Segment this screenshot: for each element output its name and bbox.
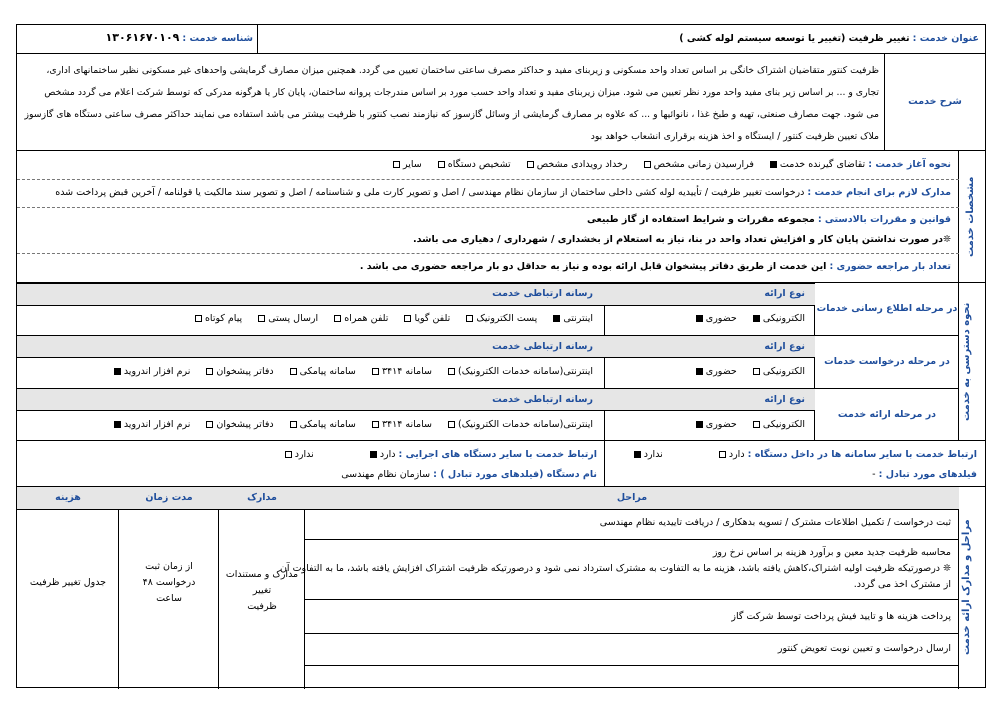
checkbox-icon[interactable] [404, 315, 411, 322]
visits-value: این خدمت از طریق دفاتر پیشخوان قابل ارائه بوده و نیاز به حداقل دو بار مراجعه حضوری می باشد . [359, 261, 827, 272]
steps-header: مراحل [616, 492, 648, 503]
option-label: سامانه پیامکی [299, 366, 356, 377]
option-label: اینترنتی(سامانه خدمات الکترونیک) [458, 366, 593, 377]
time-line: درخواست ۴۸ [142, 577, 196, 588]
option-label: ارسال پستی [268, 313, 319, 324]
time-value [119, 559, 219, 607]
start-option[interactable] [390, 159, 422, 170]
checkbox-icon[interactable] [195, 315, 202, 322]
channel-option[interactable] [255, 313, 318, 324]
option-label: تلفن گویا [414, 313, 451, 324]
time-line: از زمان ثبت [145, 561, 193, 572]
channel-option[interactable] [192, 313, 242, 324]
checkbox-icon[interactable] [466, 315, 473, 322]
step-text: محاسبه ظرفیت جدید معین و برآورد هزینه بر اساس نرخ روز [712, 547, 951, 558]
service-form [16, 24, 986, 688]
option-label: فرارسیدن زمانی مشخص [653, 159, 754, 170]
docs-line: مدارک و مستندات تغییر [225, 569, 299, 596]
option-label: نرم افزار اندروید [123, 419, 191, 430]
laws [587, 214, 951, 225]
type-option[interactable] [750, 366, 805, 377]
channel-header: رسانه ارتباطی خدمت [492, 341, 593, 352]
type-option[interactable] [693, 366, 737, 377]
option-label: حضوری [705, 366, 737, 377]
checkbox-icon[interactable] [334, 315, 341, 322]
checkbox-icon[interactable] [370, 451, 377, 458]
step-text: ❊ درصورتیکه ظرفیت اولیه اشتراک،کاهش یافته باشد، هزینه ما به التفاوت به مشترک استرداد نمی شود و درصورتیکه ظرفیت اشتراک افزایش یافته باشد، ما به التفاوت آن [279, 563, 951, 574]
channel-header: رسانه ارتباطی خدمت [492, 288, 593, 299]
checkbox-icon[interactable] [719, 451, 726, 458]
specs-section [17, 151, 985, 283]
required-docs [55, 187, 951, 198]
type-header: نوع ارائه [764, 394, 805, 405]
step-text: پرداخت هزینه ها و تایید فیش پرداخت توسط شرکت گاز [731, 611, 951, 622]
start-method-label: نحوه آغاز خدمت : [868, 159, 951, 170]
checkbox-icon[interactable] [634, 451, 641, 458]
step-text: از مشترک اخذ می گردد. [853, 579, 951, 590]
device-name [341, 469, 597, 480]
option-label: حضوری [705, 313, 737, 324]
description-line: ملاک تعیین ظرفیت کنتور / ایستگاه و اخذ هزینه برقراری انشعاب خواهد بود [590, 131, 879, 142]
option-label: سایر [402, 159, 422, 170]
option-label: دفاتر پیشخوان [216, 419, 274, 430]
description-line: ظرفیت کنتور متقاضیان اشتراک خانگی بر اساس تعداد واحد مسکونی و زیربنای مفید و حداکثر مصرف ساعتی ساختمان تعیین می گردد. همچنین میزان مصارف گرمایشی واحدهای غیر مسکونی نظیر ساختمانهای اداری، [46, 65, 879, 76]
access-stage-label: در مرحله اطلاع رسانی خدمات [816, 303, 958, 314]
service-id-value: ۱۳۰۶۱۶۷۰۱۰۹ [105, 31, 180, 44]
checkbox-icon[interactable] [206, 421, 213, 428]
channel-option[interactable] [445, 419, 593, 430]
checkbox-icon[interactable] [527, 161, 534, 168]
checkbox-icon[interactable] [448, 421, 455, 428]
option-label: پست الکترونیک [476, 313, 538, 324]
checkbox-icon[interactable] [553, 315, 560, 322]
channel-option[interactable] [111, 366, 191, 377]
step-text: ارسال درخواست و تعیین نوبت تعویض کنتور [777, 643, 951, 654]
option-label: سامانه ۳۴۱۴ [381, 419, 432, 430]
channel-option[interactable] [287, 366, 356, 377]
option-label: دارد [379, 449, 396, 460]
option-label: اینترنتی(سامانه خدمات الکترونیک) [458, 419, 593, 430]
access-section [17, 283, 985, 441]
service-title-value: تغییر ظرفیت (تغییر یا توسعه سیستم لوله کشی ) [679, 33, 910, 44]
service-title [279, 33, 979, 44]
channel-option[interactable] [331, 313, 388, 324]
service-id-label: شناسه خدمت : [182, 33, 253, 44]
option-label: سامانه پیامکی [299, 419, 356, 430]
docs-line: ظرفیت [247, 601, 277, 612]
start-method [380, 159, 951, 170]
checkbox-icon[interactable] [372, 368, 379, 375]
description-row [17, 54, 985, 151]
visits-label: تعداد بار مراجعه حضوری : [829, 261, 951, 272]
channel-option[interactable] [463, 313, 537, 324]
external-has-option[interactable] [367, 449, 396, 460]
channel-option[interactable] [550, 313, 593, 324]
type-options [683, 419, 805, 430]
checkbox-icon[interactable] [372, 421, 379, 428]
internal-none-option[interactable] [631, 449, 663, 460]
stages-section-label: مراحل و مدارک ارائه خدمت [961, 519, 972, 656]
service-title-label: عنوان خدمت : [912, 33, 979, 44]
checkbox-icon[interactable] [753, 368, 760, 375]
type-header: نوع ارائه [764, 341, 805, 352]
type-option[interactable] [750, 313, 805, 324]
channel-options [182, 313, 593, 324]
channel-header: رسانه ارتباطی خدمت [492, 394, 593, 405]
type-option[interactable] [693, 313, 737, 324]
device-name-value: سازمان نظام مهندسی [341, 469, 431, 480]
description-text [23, 60, 879, 148]
type-option[interactable] [750, 419, 805, 430]
checkbox-icon[interactable] [448, 368, 455, 375]
type-header: نوع ارائه [764, 288, 805, 299]
internal-has-option[interactable] [716, 449, 745, 460]
option-label: تقاضای گیرنده خدمت [779, 159, 866, 170]
laws-note: ❊در صورت نداشتن پایان کار و افزایش تعداد واحد در بنا، نیاز به استعلام از بخشداری / شهرداری / دهیاری می باشد. [413, 234, 951, 245]
channel-option[interactable] [203, 419, 273, 430]
header-row [17, 25, 985, 54]
visits [360, 261, 951, 272]
checkbox-icon[interactable] [114, 421, 121, 428]
option-label: اینترنتی [563, 313, 593, 324]
start-option[interactable] [641, 159, 754, 170]
time-header: مدت زمان [145, 492, 193, 503]
description-label: شرح خدمت [908, 96, 962, 107]
external-none-option[interactable] [282, 449, 314, 460]
docs-header: مدارک [247, 492, 277, 503]
channel-option[interactable] [369, 366, 432, 377]
checkbox-icon[interactable] [753, 315, 760, 322]
relations-section [17, 441, 985, 487]
checkbox-icon[interactable] [696, 315, 703, 322]
option-label: پیام کوتاه [204, 313, 243, 324]
option-label: تشخیص دستگاه [447, 159, 511, 170]
option-label: دارد [728, 449, 745, 460]
step-text: ثبت درخواست / تکمیل اطلاعات مشترک / تسویه بدهکاری / دریافت تاییدیه نظام مهندسی [599, 517, 951, 528]
checkbox-icon[interactable] [290, 368, 297, 375]
checkbox-icon[interactable] [753, 421, 760, 428]
option-label: ندارد [643, 449, 663, 460]
cost-value: جدول تغییر ظرفیت [29, 577, 107, 588]
time-line: ساعت [156, 593, 182, 604]
required-docs-label: مدارک لازم برای انجام خدمت : [807, 187, 951, 198]
option-label: تلفن همراه [344, 313, 389, 324]
channel-option[interactable] [445, 366, 593, 377]
description-line: می شود. جهت مصارف صنعتی، تهیه و طبخ غذا ، نانوائیها و ... که علاوه بر مصارف گرمایشی از وسائل گازسوز که نیازمند نصب کنتور با ظرفیت بیشتر می باشد استفاده می نمایند حداکثر مصرف ساعتی دستگاه های گازسوز [24, 109, 879, 120]
docs-value [219, 567, 305, 615]
access-section-label: نحوه دسترسی به خدمت [961, 302, 972, 421]
option-label: الکترونیکی [762, 419, 805, 430]
checkbox-icon[interactable] [696, 421, 703, 428]
checkbox-icon[interactable] [438, 161, 445, 168]
checkbox-icon[interactable] [290, 421, 297, 428]
option-label: رخداد رویدادی مشخص [536, 159, 628, 170]
option-label: حضوری [705, 419, 737, 430]
internal-relation-label: ارتباط خدمت با سایر سامانه ها در داخل دستگاه : [747, 449, 977, 460]
required-docs-value: درخواست تغییر ظرفیت / تأییدیه لوله کشی داخلی ساختمان از سازمان نظام مهندسی / اصل و تصویر کارت ملی و شناسنامه / اصل و تصویر سند مالکیت یا قولنامه / آخرین قبض پرداخت شده [55, 187, 805, 198]
laws-label: قوانین و مقررات بالادستی : [817, 214, 951, 225]
checkbox-icon[interactable] [770, 161, 777, 168]
start-option[interactable] [767, 159, 865, 170]
checkbox-icon[interactable] [258, 315, 265, 322]
channel-option[interactable] [401, 313, 450, 324]
channel-option[interactable] [203, 366, 273, 377]
service-id [23, 31, 253, 44]
option-label: دفاتر پیشخوان [216, 366, 274, 377]
type-option[interactable] [693, 419, 737, 430]
laws-value: مجموعه مقررات و شرایط استفاده از گاز طبیعی [586, 214, 815, 225]
device-name-label: نام دستگاه (فیلدهای مورد تبادل ) : [433, 469, 597, 480]
option-label: الکترونیکی [762, 366, 805, 377]
checkbox-icon[interactable] [393, 161, 400, 168]
start-option[interactable] [435, 159, 511, 170]
specs-section-label: مشخصات خدمت [965, 176, 976, 257]
option-label: سامانه ۳۴۱۴ [381, 366, 432, 377]
option-label: ندارد [294, 449, 314, 460]
description-line: تجاری و ... بر اساس زیر بنای مفید واحد مورد نظر تعیین می شود. میزان زیربنای مفید و تعداد واحد حسب مورد بر اساس مندرجات پروانه ساختمان، پایان کار یا هرگونه مدرکی که توسط شرکت اعلام می گردد مشخص [44, 87, 879, 98]
external-relation-label: ارتباط خدمت با سایر دستگاه های اجرایی : [398, 449, 597, 460]
option-label: نرم افزار اندروید [123, 366, 191, 377]
external-relation [272, 449, 597, 460]
exchange-fields [872, 469, 977, 480]
checkbox-icon[interactable] [114, 368, 121, 375]
channel-options [101, 419, 593, 430]
access-stage-label: در مرحله ارائه خدمت [837, 409, 937, 420]
internal-relation [621, 449, 977, 460]
access-stage-label: در مرحله درخواست خدمات [824, 356, 950, 367]
channel-option[interactable] [287, 419, 356, 430]
channel-option[interactable] [111, 419, 191, 430]
checkbox-icon[interactable] [285, 451, 292, 458]
exchange-fields-value: - [872, 469, 876, 480]
start-option[interactable] [524, 159, 628, 170]
channel-option[interactable] [369, 419, 432, 430]
exchange-fields-label: فیلدهای مورد تبادل : [878, 469, 977, 480]
channel-options [101, 366, 593, 377]
option-label: الکترونیکی [762, 313, 805, 324]
cost-header: هزینه [55, 492, 81, 503]
checkbox-icon[interactable] [696, 368, 703, 375]
type-options [683, 313, 805, 324]
type-options [683, 366, 805, 377]
stages-table [17, 487, 985, 689]
checkbox-icon[interactable] [644, 161, 651, 168]
checkbox-icon[interactable] [206, 368, 213, 375]
